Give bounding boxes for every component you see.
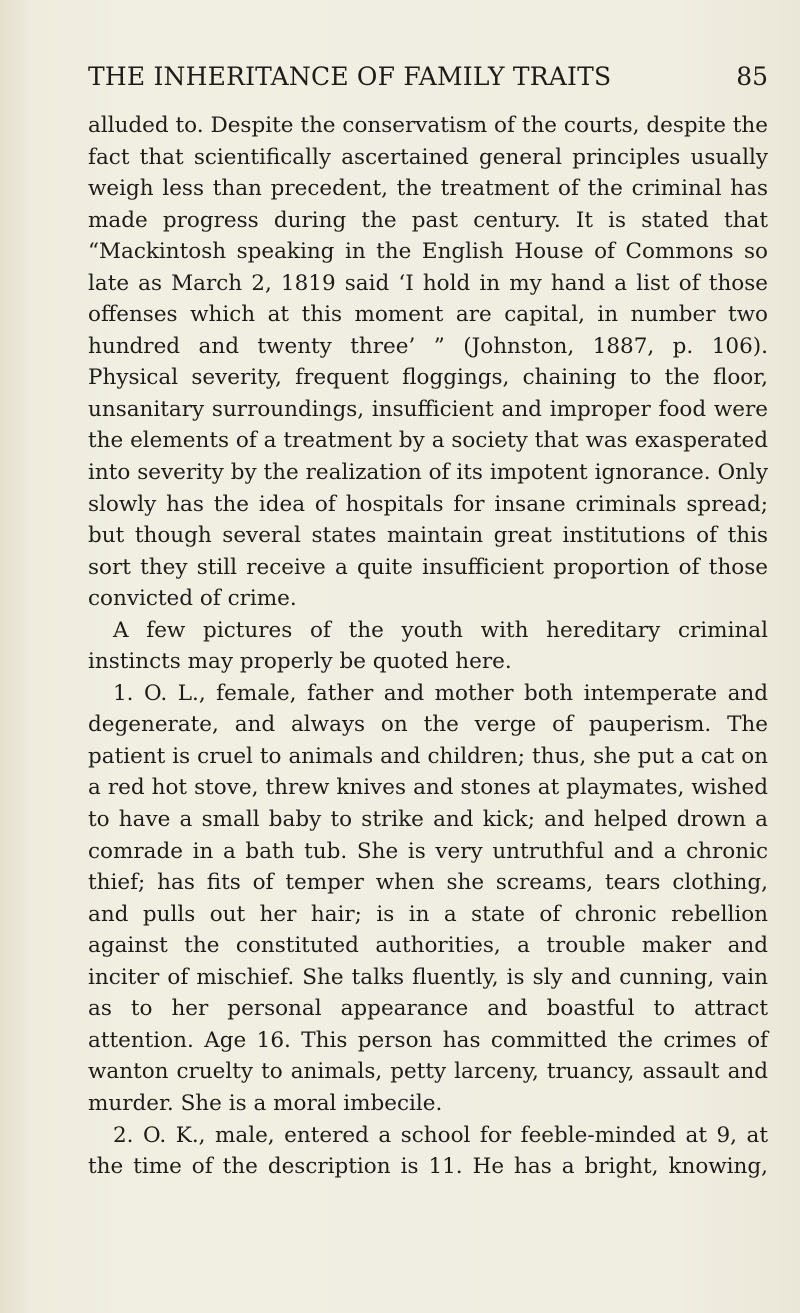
page-number: 85	[736, 62, 768, 91]
body-text	[88, 110, 768, 1183]
paragraph-3: 1. O. L., female, father and mother both intemperate and degenerate, and always on the verge of pauperism. The patient is cruel to animals and children; thus, she put a cat on a red hot stove, threw knives and stones at playmates, wished to have a small baby to strike and kick; and helped drown a comrade in a bath tub. She is very untruthful and a chronic thief; has fits of temper when she screams, tears clothing, and pulls out her hair; is in a state of chronic rebellion against the constituted authorities, a trouble maker and inciter of mischief. She talks fluently, is sly and cunning, vain as to her personal appearance and boastful to attract attention. Age 16. This person has committed the crimes of wanton cruelty to animals, petty larceny, truancy, assault and murder. She is a moral imbecile.	[88, 680, 768, 1116]
paragraph-4: 2. O. K., male, entered a school for feeble-minded at 9, at the time of the description is 11. He has a bright, knowing,	[88, 1122, 768, 1180]
paragraph-2: A few pictures of the youth with hereditary criminal instincts may properly be quoted here.	[88, 617, 768, 675]
running-title: THE INHERITANCE OF FAMILY TRAITS	[88, 62, 612, 91]
page-header	[88, 62, 768, 102]
paragraph-1: alluded to. Despite the conservatism of the courts, despite the fact that scientifically ascertained general principles usually weigh less than precedent, the treatment of the criminal has made progress during the past century. It is stated that “Mackintosh speaking in the English House of Commons so late as March 2, 1819 said ‘I hold in my hand a list of those offenses which at this moment are capital, in number two hundred and twenty three’ ” (Johnston, 1887, p. 106). Physical severity, frequent floggings, chaining to the floor, unsanitary surroundings, insufficient and improper food were the elements of a treatment by a society that was exasperated into severity by the realization of its impotent ignorance. Only slowly has the idea of hospitals for insane criminals spread; but though several states maintain great institutions of this sort they still receive a quite insufficient proportion of those convicted of crime.	[88, 113, 768, 612]
